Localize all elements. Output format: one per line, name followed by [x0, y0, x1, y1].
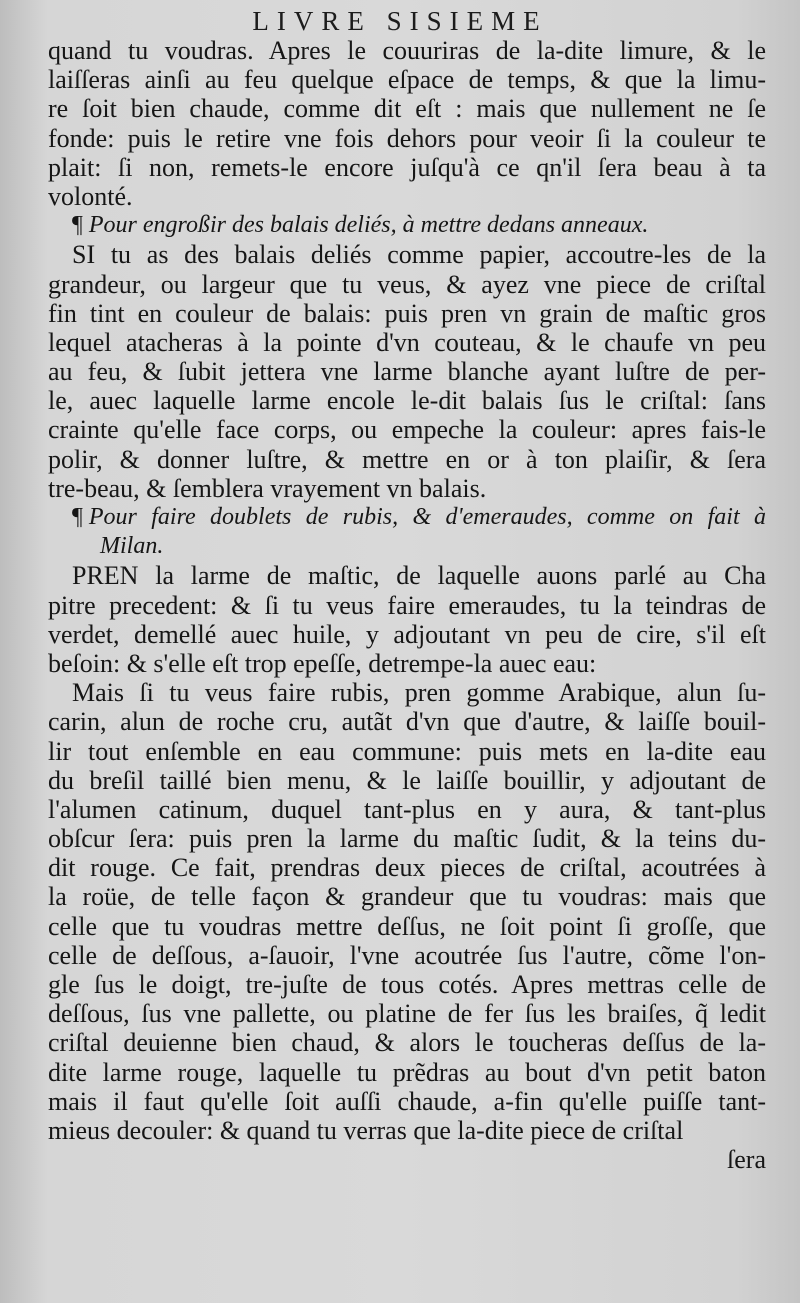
line-text: deſſous, ſus vne pallette, ou platine de fer ſus les braiſes, q̃ ledit — [48, 999, 766, 1029]
line-text: gle ſus le doigt, tre-juſte de tous cotés. Apres mettras celle de — [48, 970, 766, 999]
text-line — [48, 474, 766, 503]
line-text: celle de deſſous, a-ſauoir, l'vne acoutrée ſus l'autre, cõme l'on- — [48, 940, 766, 970]
line-text: carin, alun de roche cru, autãt d'vn que d'autre, & laiſſe bouil- — [48, 707, 766, 737]
text-line — [48, 94, 766, 123]
line-text: beſoin: & s'elle eſt trop epeſſe, detrempe-la auec eau: — [48, 648, 597, 678]
line-text: Milan. — [100, 533, 164, 560]
line-text: plait: ſi non, remets-le encore juſqu'à ce qn'il ſera beau à ta — [48, 152, 766, 182]
line-text: re ſoit bien chaude, comme dit eſt : mais que nullement ne ſe — [48, 94, 766, 124]
pilcrow-mark: ¶ — [72, 504, 83, 530]
catchword: ſera — [727, 1145, 766, 1175]
text-line — [48, 415, 766, 444]
running-header: LIVRE SISIEME — [252, 6, 548, 36]
text-line — [48, 999, 766, 1028]
line-text: laiſſeras ainſi au feu quelque eſpace de temps, & que la limu- — [48, 65, 766, 95]
line-text: l'alumen catinum, duquel tant-plus en y aura, & tant-plus — [48, 794, 766, 824]
line-text: mais il faut qu'elle ſoit auſſi chaude, a-fin qu'elle puiſſe tant- — [48, 1086, 766, 1116]
text-line — [48, 153, 766, 182]
text-line — [48, 561, 766, 590]
text-line — [48, 1028, 766, 1057]
line-text: fin tint en couleur de balais: puis pren vn grain de maſtic gros — [48, 298, 766, 328]
text-line — [48, 591, 766, 620]
line-text: dit rouge. Ce fait, prendras deux pieces de criſtal, acoutrées à — [48, 853, 766, 883]
text-line — [48, 649, 766, 678]
text-line — [48, 737, 766, 766]
line-text: verdet, demellé auec huile, y adjoutant vn peu de cire, s'il eſt — [48, 619, 766, 649]
line-text: pitre precedent: & ſi tu veus faire emeraudes, tu la teindras de — [48, 590, 766, 620]
text-line — [48, 707, 766, 736]
text-line — [48, 912, 766, 941]
text-line — [48, 1058, 766, 1087]
text-line — [48, 795, 766, 824]
line-text: lequel atacheras à la pointe d'vn couteau, & le chaufe vn peu — [48, 327, 766, 357]
line-text: obſcur ſera: puis pren la larme du maſtic ſudit, & la teins du- — [48, 824, 766, 854]
line-text: dite larme rouge, laquelle tu prẽdras au bout d'vn petit baton — [48, 1057, 766, 1087]
rubric-line — [48, 503, 766, 532]
line-text: le, auec laquelle larme encole le-dit balais ſus le criſtal: ſans — [48, 386, 766, 416]
text-line — [48, 941, 766, 970]
line-text: fonde: puis le retire vne fois dehors pour veoir ſi la couleur te — [48, 123, 766, 153]
line-text: la roüe, de telle façon & grandeur que tu voudras: mais que — [48, 882, 766, 912]
line-text: du breſil taillé bien menu, & le laiſſe bouillir, y adjoutant de — [48, 765, 766, 795]
text-line — [48, 182, 766, 211]
rubric-line — [48, 211, 766, 240]
text-line — [48, 824, 766, 853]
text-line — [48, 386, 766, 415]
line-text: SI tu as des balais deliés comme papier, accoutre-les de la — [72, 240, 766, 270]
line-text: grandeur, ou largeur que tu veus, & ayez vne piece de criſtal — [48, 269, 766, 299]
text-line — [48, 445, 766, 474]
line-text: volonté. — [48, 181, 133, 211]
text-line — [48, 882, 766, 911]
text-line — [48, 766, 766, 795]
line-text: tre-beau, & ſemblera vrayement vn balais. — [48, 473, 487, 503]
text-line — [48, 678, 766, 707]
text-line — [48, 328, 766, 357]
text-line — [48, 124, 766, 153]
text-line — [48, 240, 766, 269]
text-line — [48, 270, 766, 299]
text-line — [48, 357, 766, 386]
pilcrow-mark: ¶ — [72, 212, 83, 239]
text-line — [48, 620, 766, 649]
text-line — [48, 36, 766, 65]
line-text: PREN la larme de maſtic, de laquelle auons parlé au Cha — [72, 561, 766, 591]
line-text: celle que tu voudras mettre deſſus, ne ſoit point ſi groſſe, que — [48, 911, 766, 941]
line-text: au feu, & ſubit jettera vne larme blanche ayant luſtre de per- — [48, 357, 766, 387]
line-text: polir, & donner luſtre, & mettre en or à ton plaiſir, & ſera — [48, 444, 766, 474]
text-line — [48, 853, 766, 882]
line-text: Pour faire doublets de rubis, & d'emeraudes, comme on fait à — [88, 504, 766, 530]
text-line — [48, 299, 766, 328]
line-text: mieus decouler: & quand tu verras que la-dite piece de criſtal — [48, 1115, 684, 1145]
text-line — [48, 1087, 766, 1116]
line-text: Pour engroßir des balais deliés, à mettre dedans anneaux. — [88, 212, 649, 239]
text-line — [48, 1116, 766, 1145]
line-text: lir tout enſemble en eau commune: puis mets en la-dite eau — [48, 736, 766, 766]
line-text: Mais ſi tu veus faire rubis, pren gomme Arabique, alun ſu- — [72, 678, 766, 708]
line-text: criſtal deuienne bien chaud, & alors le toucheras deſſus de la- — [48, 1028, 766, 1058]
text-line — [48, 65, 766, 94]
line-text: quand tu voudras. Apres le couuriras de la-dite limure, & le — [48, 36, 766, 65]
line-text: crainte qu'elle face corps, ou empeche la couleur: apres fais-le — [48, 415, 766, 445]
text-line — [48, 970, 766, 999]
rubric-line — [48, 532, 766, 561]
page-body — [48, 36, 766, 1174]
